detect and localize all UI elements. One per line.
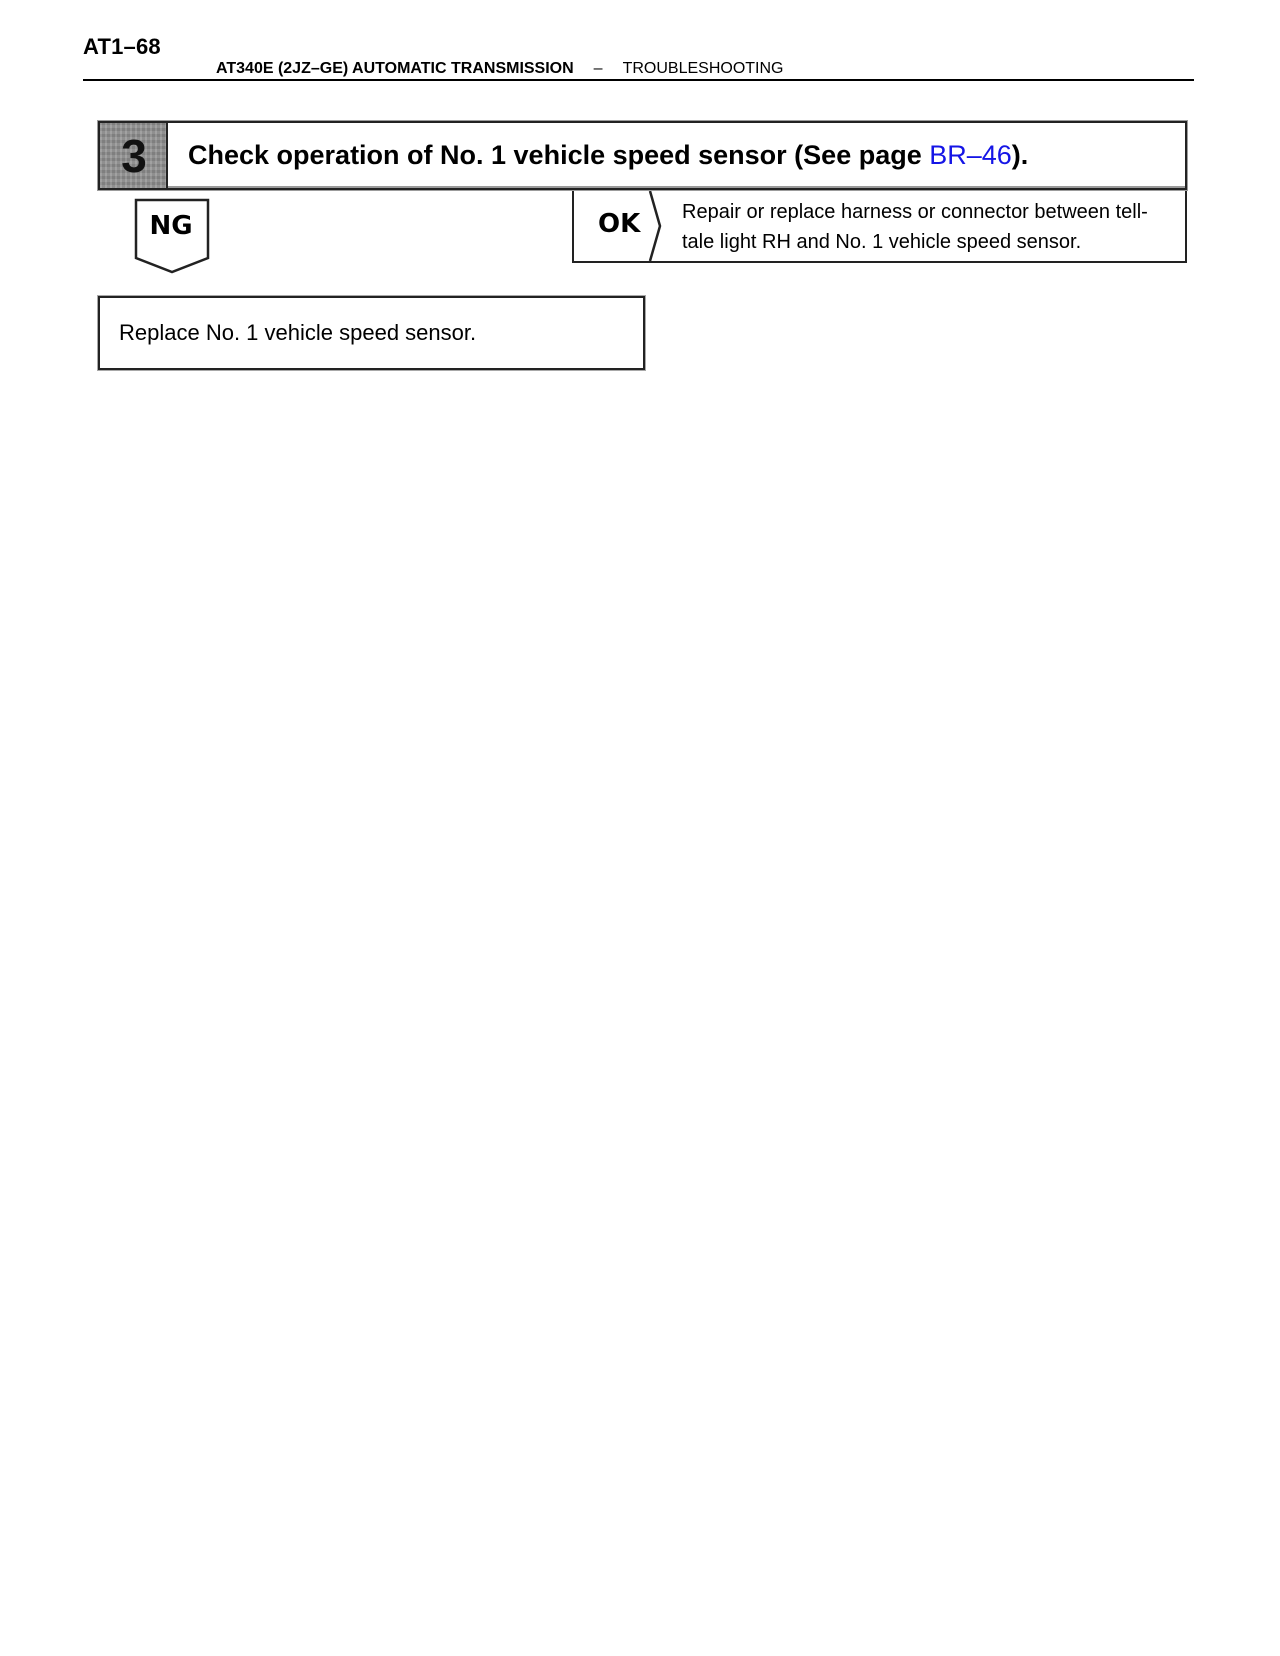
step-title-suffix: ). bbox=[1011, 140, 1029, 170]
ok-action-text: Repair or replace harness or connector between tell-tale light RH and No. 1 vehicle speed sensor. bbox=[682, 201, 1148, 253]
step-title bbox=[188, 140, 1028, 171]
ng-result-tag bbox=[134, 198, 210, 274]
header-divider bbox=[83, 79, 1194, 81]
header-separator: – bbox=[593, 60, 603, 77]
step-number: 3 bbox=[121, 130, 147, 182]
ok-label: OK bbox=[598, 209, 641, 239]
step-banner bbox=[98, 121, 1187, 190]
section-title: AT340E (2JZ–GE) AUTOMATIC TRANSMISSION bbox=[216, 60, 574, 77]
ng-action-box bbox=[98, 296, 645, 370]
ok-result-box bbox=[572, 191, 1187, 263]
step-number-badge bbox=[100, 123, 168, 188]
ng-label: NG bbox=[149, 211, 193, 241]
page-number: AT1–68 bbox=[83, 34, 161, 59]
ng-action-text: Replace No. 1 vehicle speed sensor. bbox=[119, 320, 477, 345]
page-header bbox=[216, 60, 783, 78]
page-reference-link[interactable]: BR–46 bbox=[929, 140, 1012, 170]
subsection-title: TROUBLESHOOTING bbox=[622, 60, 784, 77]
step-title-text: Check operation of No. 1 vehicle speed sensor (See page bbox=[188, 140, 930, 170]
